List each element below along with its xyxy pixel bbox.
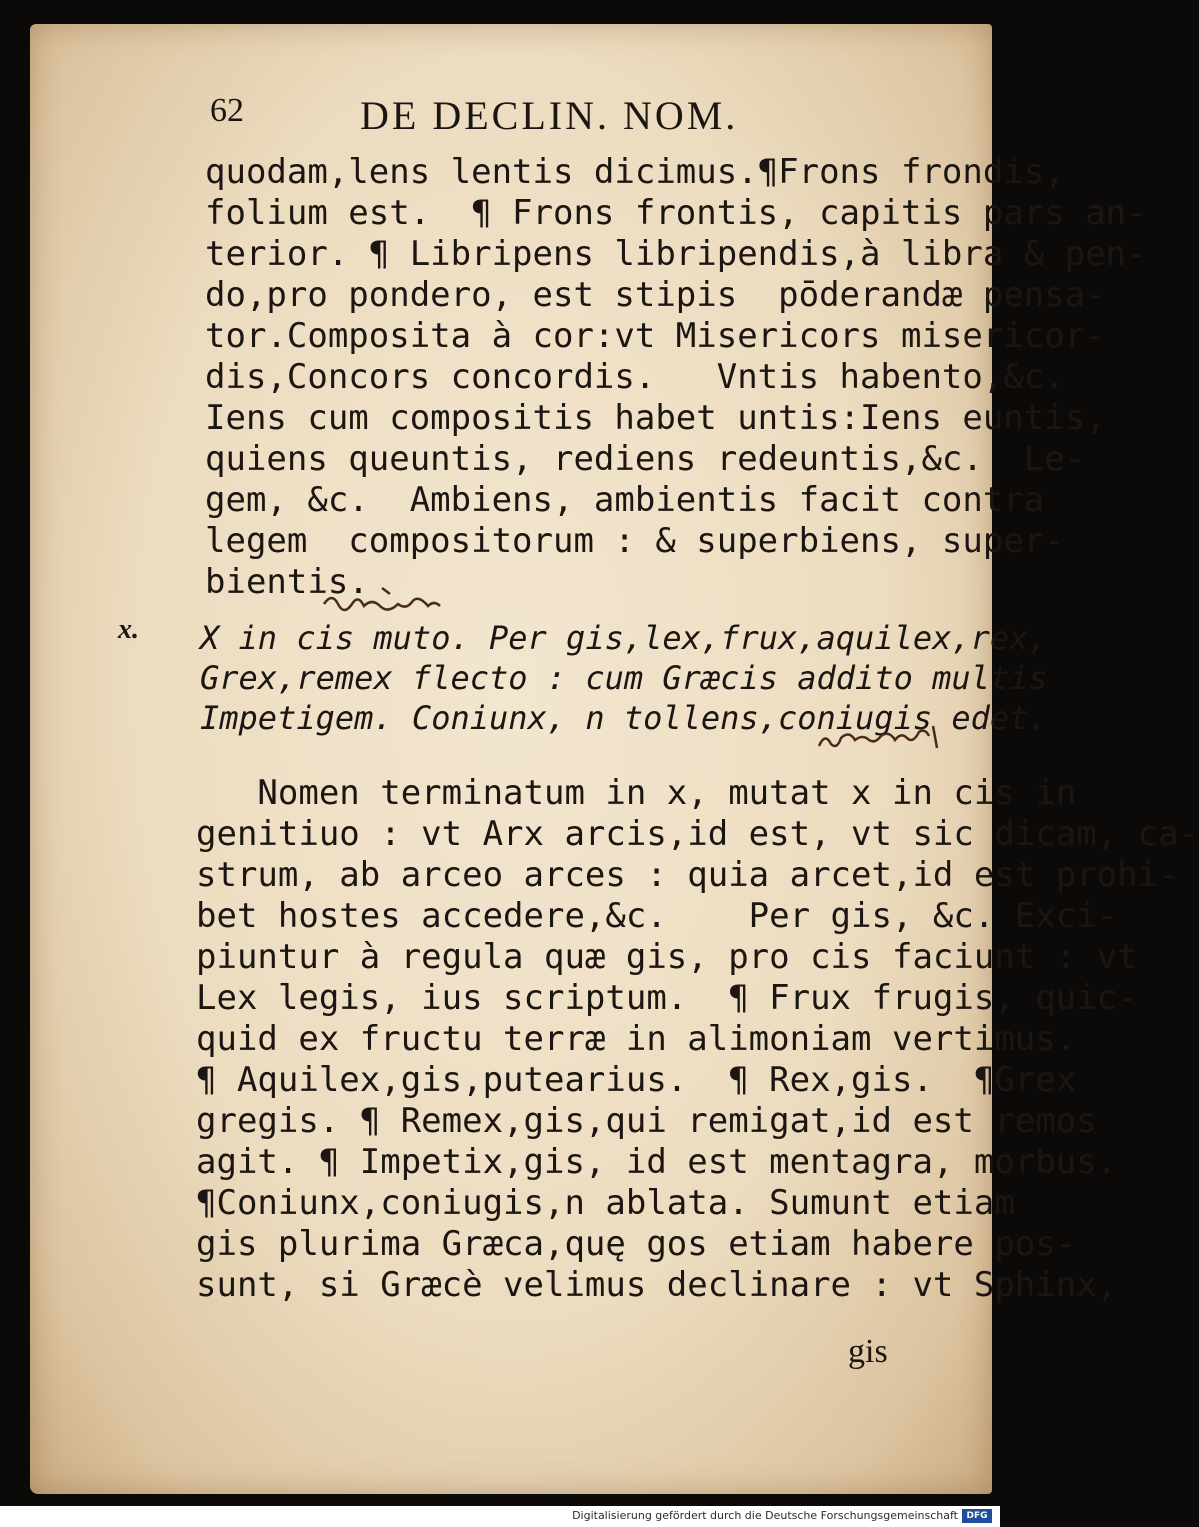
- lower-text-line-8: ¶ Aquilex,gis,putearius. ¶ Rex,gis. ¶Grex: [196, 1060, 1077, 1100]
- verse-line-1: X in cis muto. Per gis,lex,frux,aquilex,rex,: [200, 619, 1048, 657]
- upper-text-line-4: do,pro pondero, est stipis pōderandæ pensa-: [205, 275, 1106, 315]
- lower-text-line-1: Nomen terminatum in x, mutat x in cis in: [196, 773, 1077, 813]
- upper-text-line-8: quiens queuntis, rediens redeuntis,&c. Le-: [205, 439, 1086, 479]
- lower-text-line-9: gregis. ¶ Remex,gis,qui remigat,id est remos: [196, 1101, 1097, 1141]
- page-header: [210, 92, 830, 142]
- upper-text-line-3: terior. ¶ Libripens libripendis,à libra & pen-: [205, 234, 1147, 274]
- upper-text-line-6: dis,Concors concordis. Vntis habento,&c.: [205, 357, 1065, 397]
- upper-text-line-1: quodam,lens lentis dicimus.¶Frons frondis,: [205, 152, 1065, 192]
- lower-text-line-5: piuntur à regula quæ gis, pro cis faciunt : vt: [196, 937, 1138, 977]
- catchword: gis: [848, 1333, 888, 1370]
- lower-text-line-12: gis plurima Græca,quę gos etiam habere pos-: [196, 1224, 1077, 1264]
- upper-text-line-5: tor.Composita à cor:vt Misericors misericor-: [205, 316, 1106, 356]
- page-number: 62: [210, 92, 244, 129]
- upper-text-line-2: folium est. ¶ Frons frontis, capitis pars an-: [205, 193, 1147, 233]
- lower-text-line-3: strum, ab arceo arces : quia arcet,id est prohi-: [196, 855, 1179, 895]
- margin-letter: x.: [118, 614, 139, 645]
- text-block-lower: [196, 773, 1199, 1306]
- lower-text-line-13: sunt, si Græcè velimus declinare : vt Sphinx,: [196, 1265, 1118, 1305]
- lower-text-line-7: quid ex fructu terræ in alimoniam vertimus.: [196, 1019, 1077, 1059]
- upper-text-line-11: bientis.: [205, 562, 369, 602]
- lower-text-line-10: agit. ¶ Impetix,gis, id est mentagra, morbus.: [196, 1142, 1118, 1182]
- funding-credit: Digitalisierung gefördert durch die Deutsche Forschungsgemeinschaft: [572, 1509, 958, 1522]
- lower-text-line-2: genitiuo : vt Arx arcis,id est, vt sic dicam, ca-: [196, 814, 1199, 854]
- lower-text-line-6: Lex legis, ius scriptum. ¶ Frux frugis, quic-: [196, 978, 1138, 1018]
- handwritten-margin-note: [815, 720, 955, 756]
- upper-text-line-9: gem, &c. Ambiens, ambientis facit contra: [205, 480, 1045, 520]
- lower-text-line-11: ¶Coniunx,coniugis,n ablata. Sumunt etiam: [196, 1183, 1015, 1223]
- lower-text-line-4: bet hostes accedere,&c. Per gis, &c. Exci-: [196, 896, 1118, 936]
- running-title: DE DECLIN. NOM.: [360, 93, 739, 138]
- dfg-logo: DFG: [962, 1509, 992, 1523]
- verse-line-3: Impetigem. Coniunx, n tollens,coniugis edet.: [200, 699, 1048, 737]
- handwritten-annotation: [320, 584, 450, 614]
- text-block-upper: [205, 152, 1147, 603]
- upper-text-line-7: Iens cum compositis habet untis:Iens euntis,: [205, 398, 1106, 438]
- verse-line-2: Grex,remex flecto : cum Græcis addito multis: [200, 659, 1048, 697]
- upper-text-line-10: legem compositorum : & superbiens, super-: [205, 521, 1065, 561]
